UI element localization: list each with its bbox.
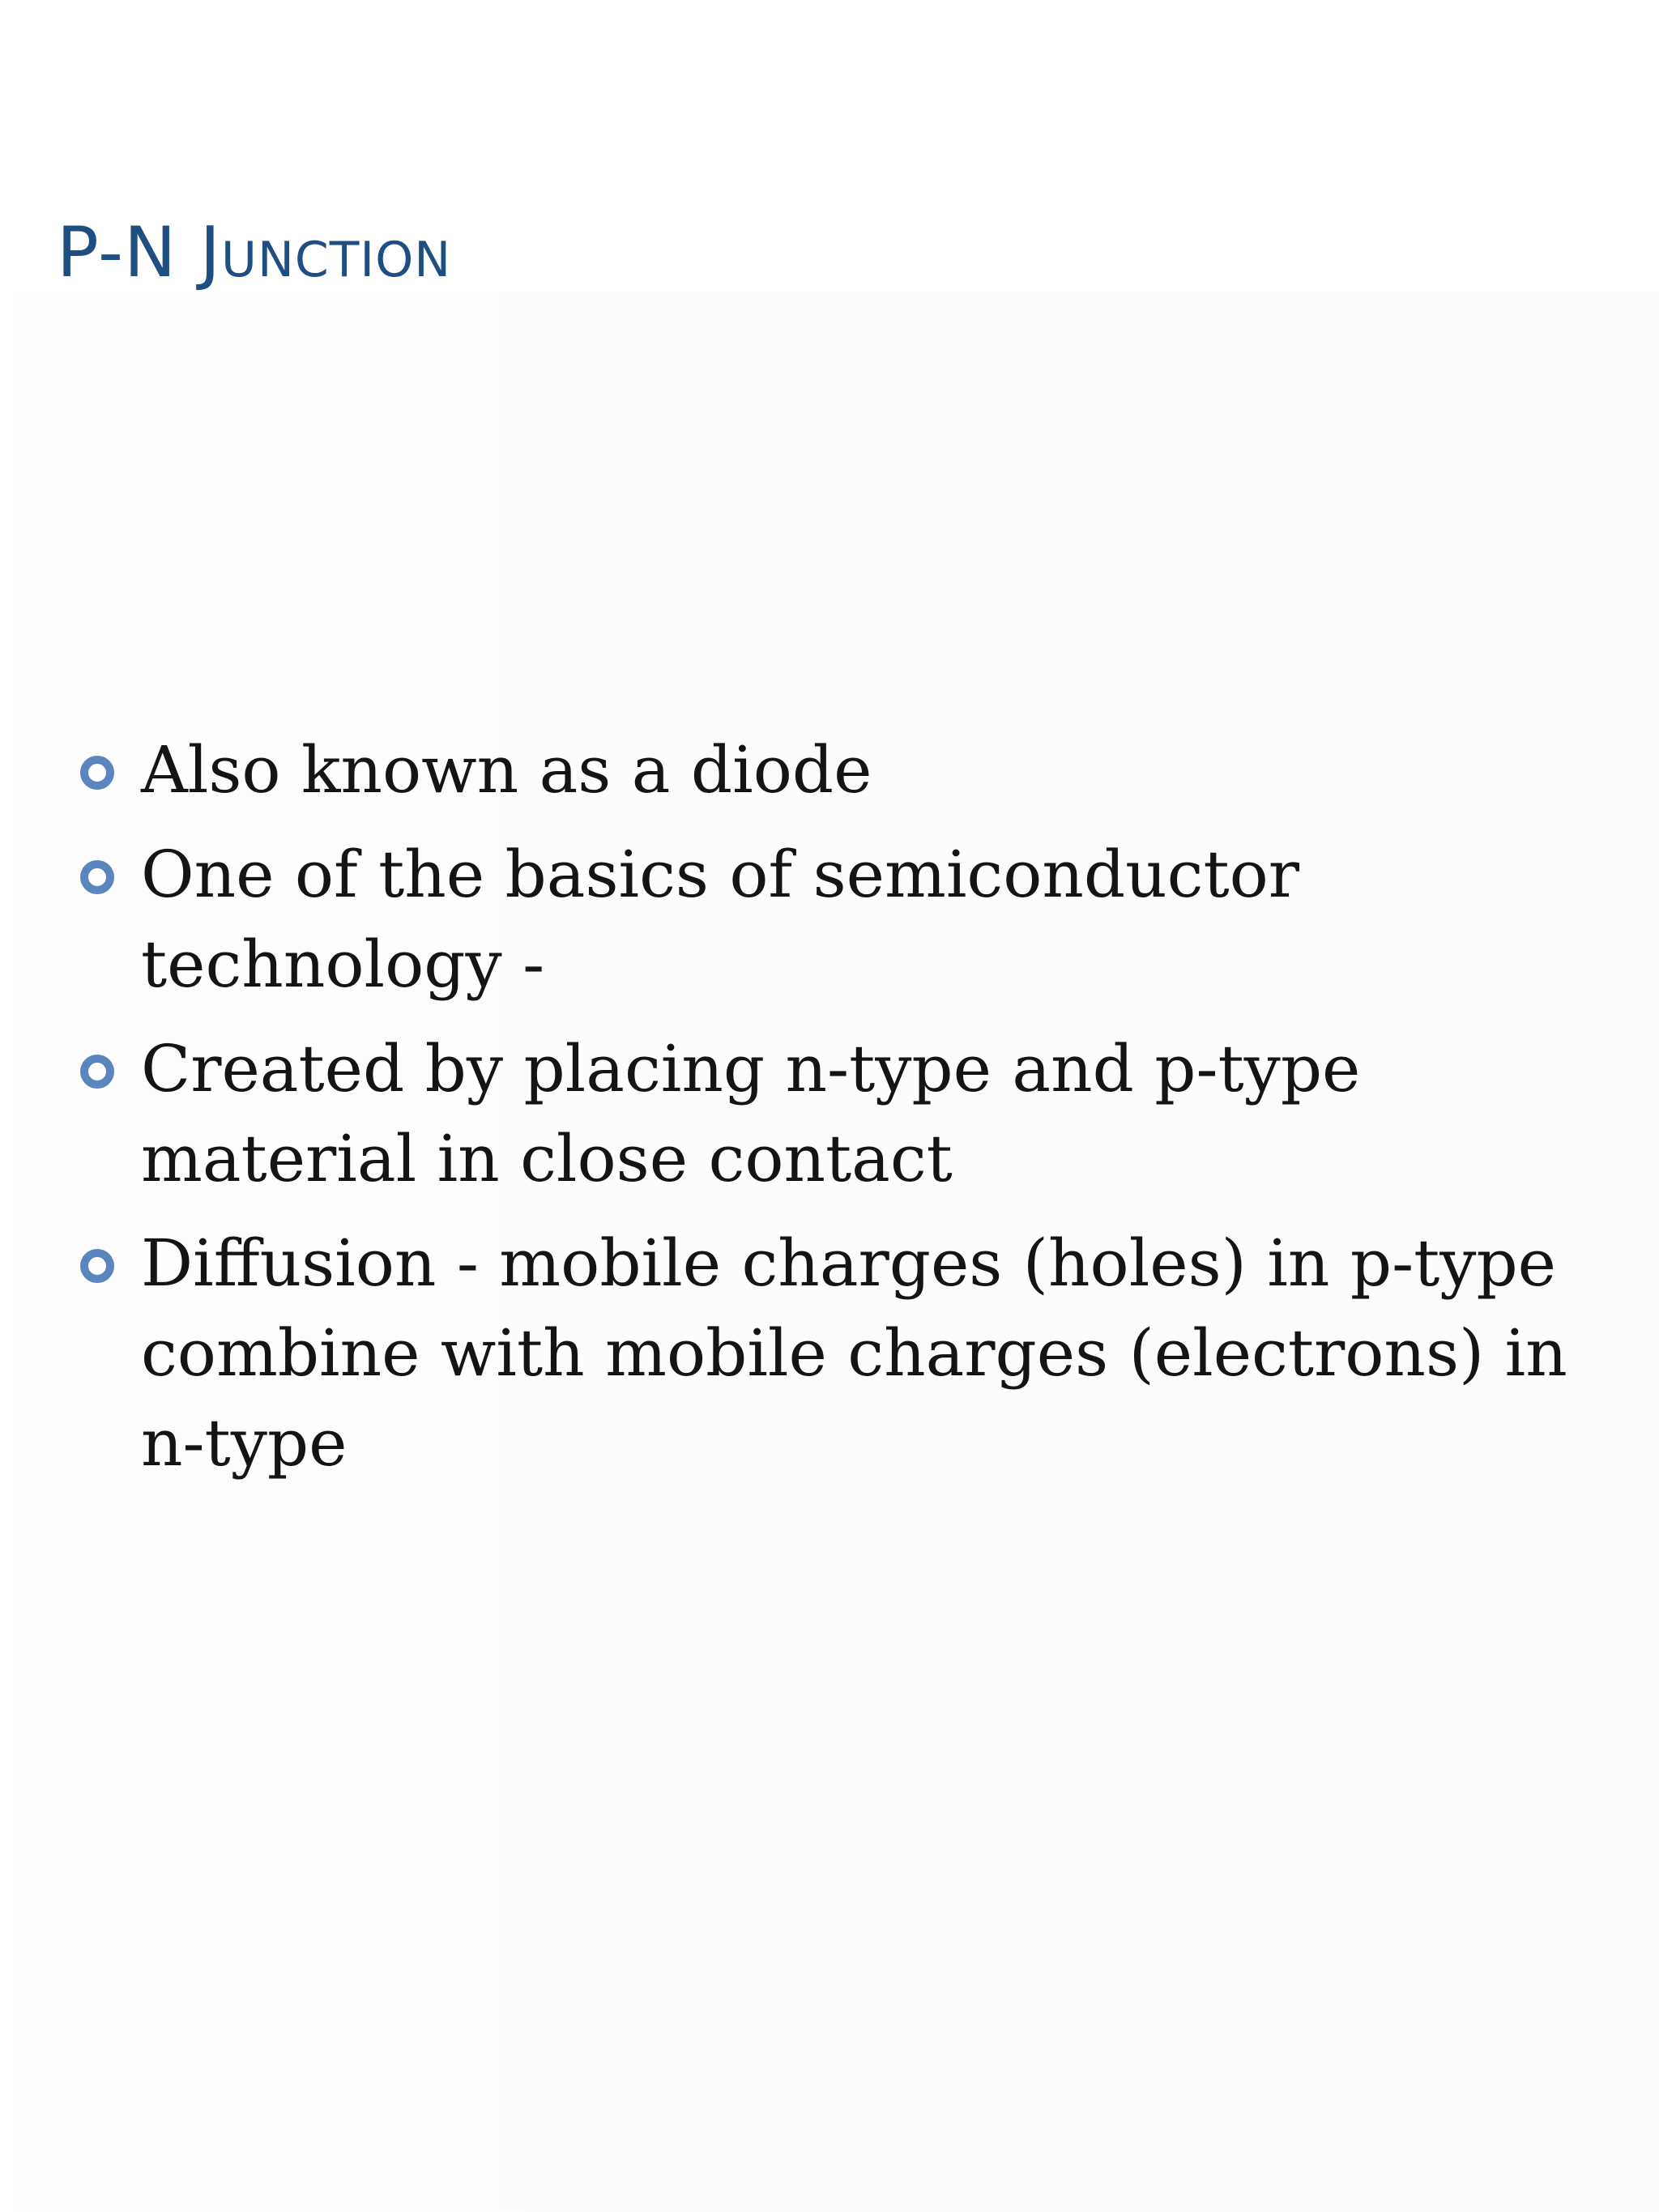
- bullet-text: One of the basics of semiconductor technology -: [141, 837, 1299, 1002]
- bullet-list: [75, 725, 1597, 1502]
- hollow-circle-bullet-icon: [80, 1249, 114, 1283]
- slide-title: P-N Junction: [57, 212, 452, 293]
- hollow-circle-bullet-icon: [80, 860, 114, 894]
- bullet-text: Diffusion - mobile charges (holes) in p-type combine with mobile charges (electrons) in n-type: [141, 1225, 1567, 1481]
- hollow-circle-bullet-icon: [80, 1055, 114, 1089]
- bullet-item: [75, 829, 1597, 1009]
- bullet-item: [75, 725, 1597, 815]
- hollow-circle-bullet-icon: [80, 756, 114, 790]
- bullet-text: Created by placing n-type and p-type material in close contact: [141, 1031, 1361, 1196]
- bullet-item: [75, 1218, 1597, 1488]
- bullet-item: [75, 1024, 1597, 1204]
- bullet-text: Also known as a diode: [141, 732, 872, 808]
